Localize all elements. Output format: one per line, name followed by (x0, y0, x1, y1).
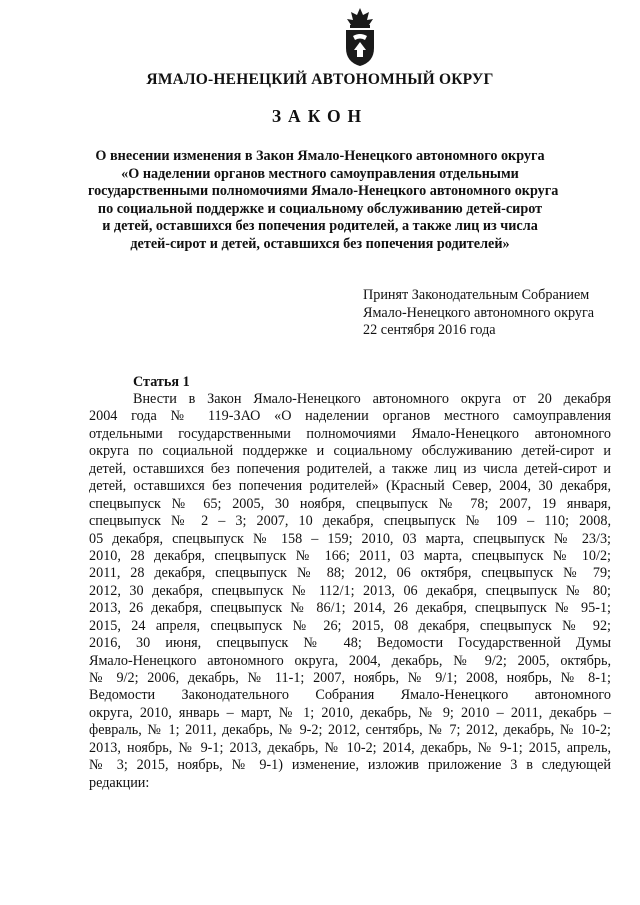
body-line: детей, оставшихся без попечения родителей, а также лиц из числа детей-сирот и (89, 460, 611, 477)
body-line: спецвыпуск № 2 – 3; 2007, 10 декабря, спецвыпуск № 109 – 110; 2008, (89, 513, 611, 530)
body-line: Внести в Закон Ямало-Ненецкого автономного округа от 20 декабря (133, 391, 611, 407)
body-line: редакции: (89, 774, 150, 791)
adoption-line: Ямало-Ненецкого автономного округа (363, 304, 595, 321)
document-type-heading: ЗАКОН (271, 106, 369, 126)
body-line: отдельными государственными полномочиями Ямало-Ненецкого автономного (89, 425, 611, 442)
body-line: 2004 года № 119-ЗАО «О наделении органов местного самоуправления (89, 408, 611, 425)
body-line: спецвыпуск № 65; 2005, 30 ноября, спецвыпуск № 78; 2007, 19 января, (89, 495, 611, 512)
body-line: детей, оставшихся без попечения родителей» (Красный Север, 2004, 30 декабря, (89, 478, 611, 495)
body-line: округа, 2010, январь – март, № 1; 2010, декабрь, № 9; 2010 – 2011, декабрь – (89, 704, 611, 721)
body-line: 2011, 28 декабря, спецвыпуск № 88; 2012, 06 октября, спецвыпуск № 79; (89, 565, 611, 582)
body-line: 2012, 30 декабря, спецвыпуск № 112/1; 2013, 06 декабря, спецвыпуск № 80; (89, 582, 611, 599)
body-line: № 9/2; 2006, декабрь, № 11-1; 2007, ноябрь, № 9/1; 2008, ноябрь, № 8-1; (89, 670, 611, 686)
law-title (88, 148, 559, 254)
body-line: 2016, 30 июня, спецвыпуск № 48; Ведомости Государственной Думы (89, 635, 611, 652)
title-line: «О наделении органов местного самоуправления отдельными (121, 165, 519, 182)
region-heading: ЯМАЛО-НЕНЕЦКИЙ АВТОНОМНЫЙ ОКРУГ (146, 71, 494, 88)
adoption-date: 22 сентября 2016 года (363, 322, 496, 339)
title-line: О внесении изменения в Закон Ямало-Ненецкого автономного округа (95, 148, 545, 164)
body-line: 2013, 26 декабря, спецвыпуск № 86/1; 2014, 26 декабря, спецвыпуск № 95-1; (89, 600, 611, 617)
article-heading: Статья 1 (133, 374, 190, 390)
title-line: государственными полномочиями Ямало-Ненецкого автономного округа (88, 183, 559, 200)
title-line: детей-сирот и детей, оставшихся без попечения родителей» (130, 235, 510, 252)
body-line: округа по социальной поддержке и социальному обслуживанию детей-сирот и (89, 443, 611, 460)
adoption-note (363, 287, 594, 340)
body-line: 2013, ноябрь, № 9-1; 2013, декабрь, № 10-2; 2014, декабрь, № 9-1; 2015, апрель, (89, 739, 611, 756)
body-line: 05 декабря, спецвыпуск № 158 – 159; 2010, 03 марта, спецвыпуск № 23/3; (89, 530, 611, 547)
body-line: февраль, № 1; 2011, декабрь, № 9-2; 2012, сентябрь, № 7; 2012, декабрь, № 10-2; (89, 722, 611, 739)
title-line: по социальной поддержке и социальному обслуживанию детей-сирот (97, 200, 543, 217)
adoption-line: Принят Законодательным Собранием (363, 287, 590, 303)
body-line: 2010, 28 декабря, спецвыпуск № 166; 2011, 03 марта, спецвыпуск № 10/2; (89, 547, 611, 564)
coat-of-arms-icon (341, 6, 379, 68)
body-line: 2015, 24 апреля, спецвыпуск № 26; 2015, 08 декабря, спецвыпуск № 92; (89, 617, 611, 634)
body-line: Ведомости Законодательного Собрания Ямало-Ненецкого автономного (89, 687, 611, 704)
body-line: Ямало-Ненецкого автономного округа, 2004, декабрь, № 9/2; 2005, октябрь, (89, 652, 611, 669)
body-line: № 3; 2015, ноябрь, № 9-1) изменение, изложив приложение 3 в следующей (89, 757, 611, 774)
title-line: и детей, оставшихся без попечения родителей, а также лиц из числа (102, 218, 538, 235)
article-body (89, 391, 611, 792)
